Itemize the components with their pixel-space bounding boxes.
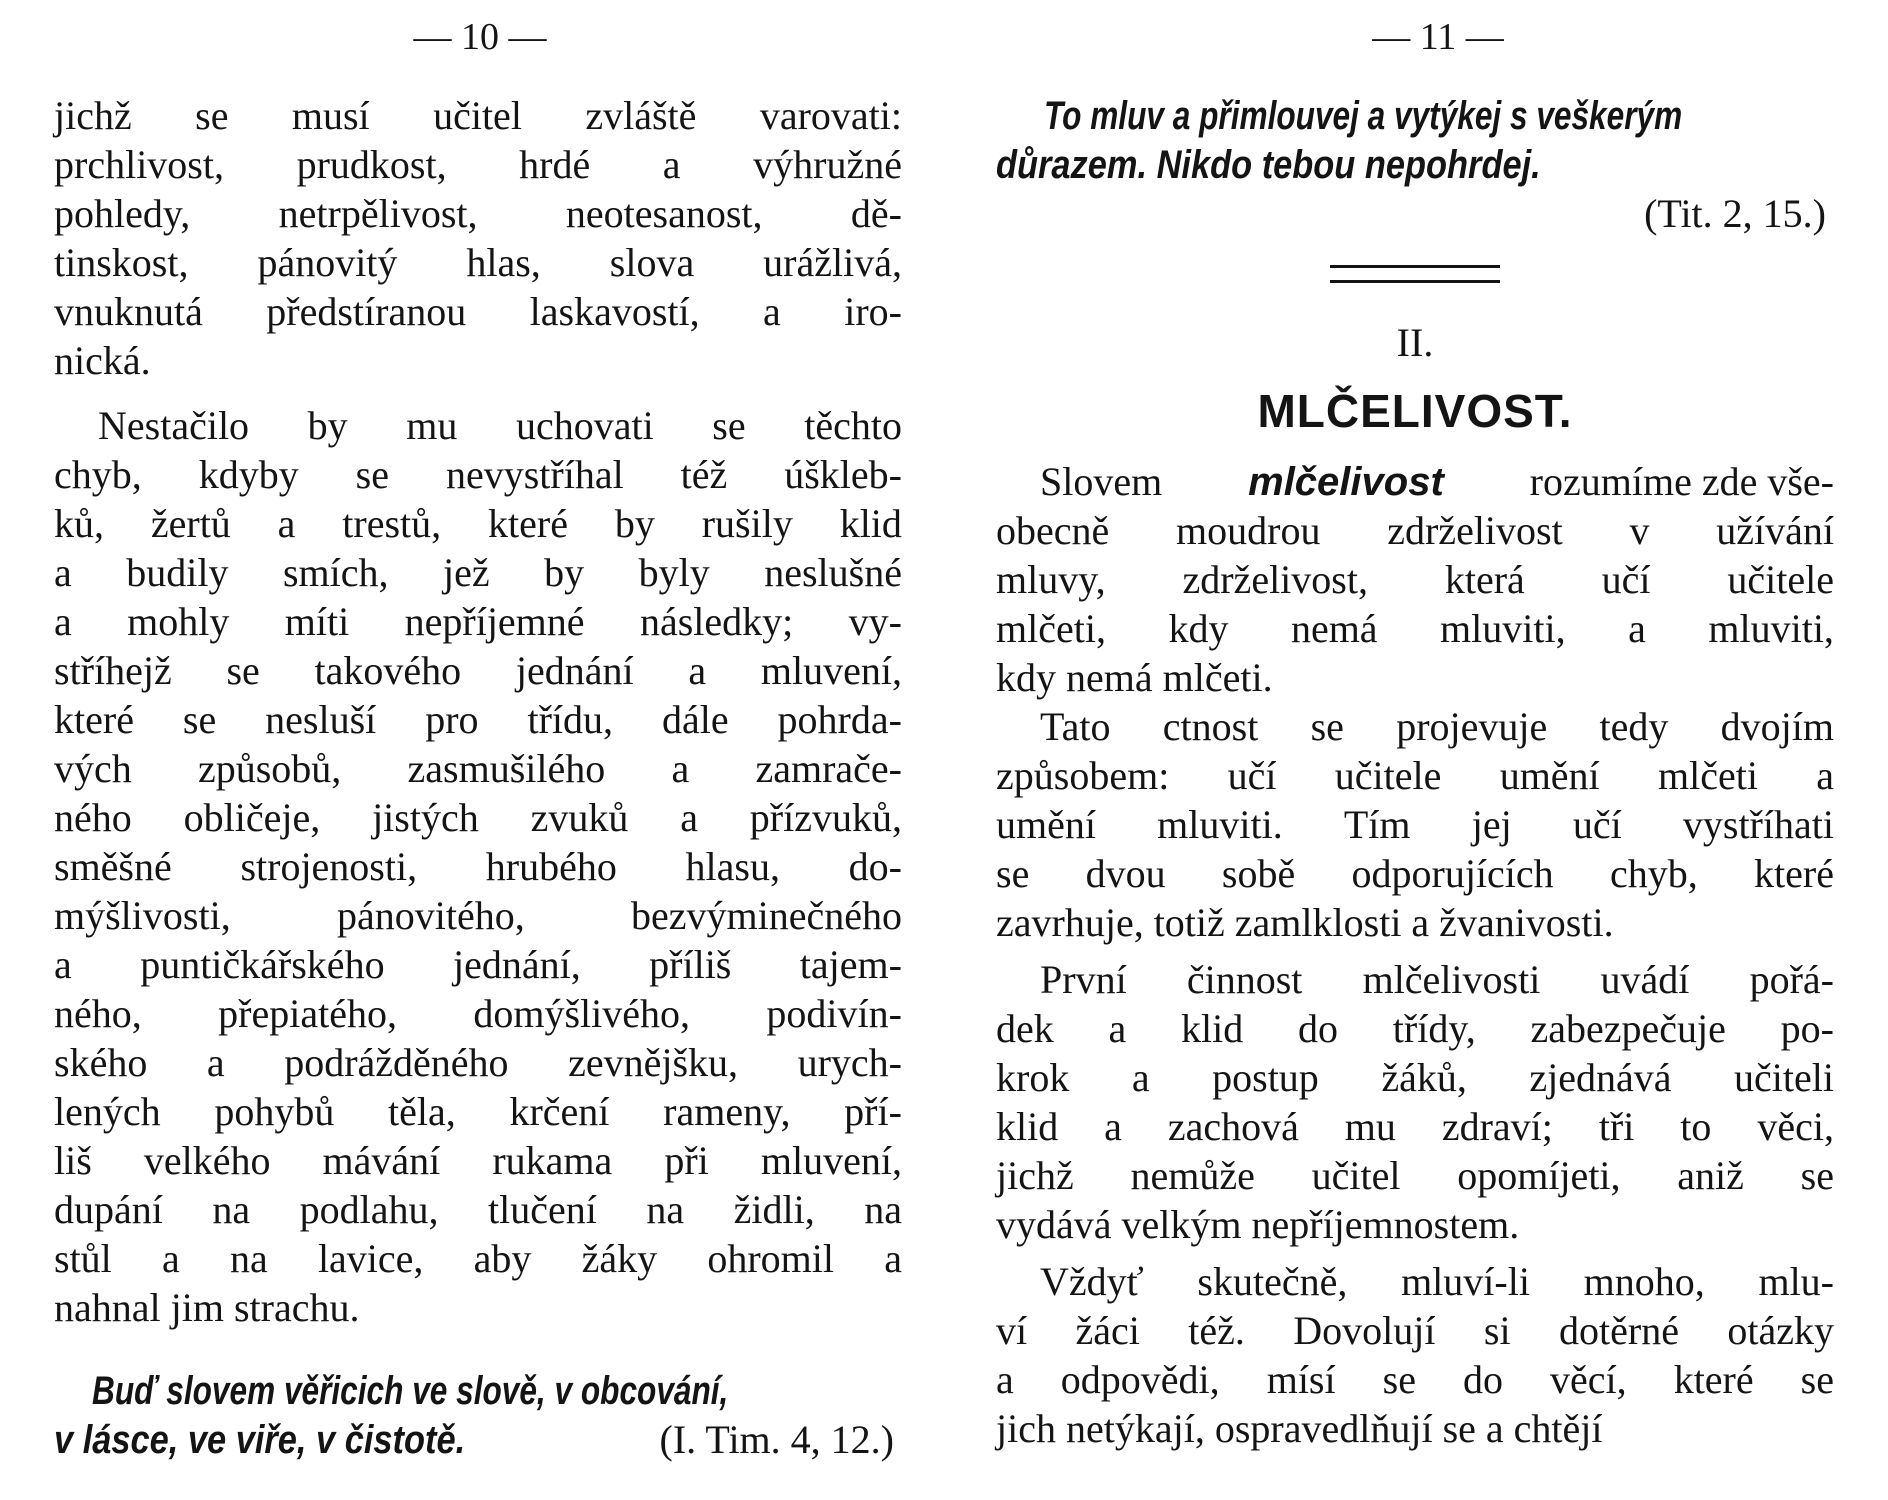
text-line: stůl a na lavice, aby žáky ohromil a <box>54 1236 902 1281</box>
paragraph <box>996 957 1834 1254</box>
quote-reference: (Tit. 2, 15.) <box>1644 191 1826 236</box>
text-line: pohledy, netrpělivost, neotesanost, dě- <box>54 191 902 236</box>
text-line: Tato ctnost se projevuje tedy dvojím <box>1040 704 1834 749</box>
text-line: jichž se musí učitel zvláště varovati: <box>54 93 902 138</box>
page-number-right: — 11 — <box>1372 16 1504 58</box>
text-line: stříhejž se takového jednání a mluvení, <box>54 648 902 693</box>
text-line: nická. <box>54 338 151 383</box>
text-line: vydává velkým nepříjemnostem. <box>996 1202 1520 1247</box>
chapter-title: MLČELIVOST. <box>1257 385 1573 437</box>
text-line: První činnost mlčelivosti uvádí pořá- <box>1040 957 1834 1002</box>
text-line <box>996 459 1834 511</box>
double-rule-divider <box>1330 265 1500 283</box>
text-line: Vždyť skutečně, mluví-li mnoho, mlu- <box>1040 1259 1834 1304</box>
text-line: umění mluviti. Tím jej učí vystříhati <box>996 802 1834 847</box>
text-line: ného, přepiatého, domýšlivého, podivín- <box>54 991 902 1036</box>
text-line: lených pohybů těla, krčení rameny, pří- <box>54 1089 902 1134</box>
paragraph <box>54 93 902 390</box>
quote-line <box>996 145 1834 194</box>
paragraph <box>996 508 1834 707</box>
text-line: mlčeti, kdy nemá mluviti, a mluviti, <box>996 606 1834 651</box>
quote-text: Buď slovem věřicich ve slově, v obcování, <box>92 1369 729 1413</box>
text-line: chyb, kdyby se nevystříhal též úškleb- <box>54 452 902 497</box>
quote-line <box>54 1417 902 1469</box>
text-line: způsobem: učí učitele umění mlčeti a <box>996 753 1834 798</box>
chapter-number: II. <box>1396 320 1434 365</box>
text-line: ků, žertů a trestů, které by rušily klid <box>54 501 902 546</box>
text-line: krok a postup žáků, zjednává učiteli <box>996 1055 1834 1100</box>
text-line: vnuknutá předstíranou laskavostí, a iro- <box>54 289 902 334</box>
text-line: které se nesluší pro třídu, dále pohrda- <box>54 697 902 742</box>
text-line: a odpovědi, mísí se do věcí, které se <box>996 1357 1834 1402</box>
text-line: klid a zachová mu zdraví; tři to věci, <box>996 1104 1834 1149</box>
text-line: mluvy, zdrželivost, která učí učitele <box>996 557 1834 602</box>
quote-text: v lásce, ve viře, v čistotě. <box>54 1418 466 1462</box>
right-page <box>996 96 1834 1458</box>
paragraph <box>996 704 1834 952</box>
paragraph <box>54 403 902 1337</box>
text-line: vých způsobů, zasmušilého a zamrače- <box>54 746 902 791</box>
page-number-left: — 10 — <box>413 16 547 58</box>
text-line: prchlivost, prudkost, hrdé a výhružné <box>54 142 902 187</box>
text-line: zavrhuje, totiž zamlklosti a žvanivosti. <box>996 900 1614 945</box>
quote-reference: (I. Tim. 4, 12.) <box>659 1417 894 1462</box>
text-line: kdy nemá mlčeti. <box>996 655 1273 700</box>
text-line: jichž nemůže učitel opomíjeti, aniž se <box>996 1153 1834 1198</box>
text-line: dek a klid do třídy, zabezpečuje po- <box>996 1006 1834 1051</box>
text-line: směšné strojenosti, hrubého hlasu, do- <box>54 844 902 889</box>
text-line: ného obličeje, jistých zvuků a přízvuků, <box>54 795 902 840</box>
text-line: obecně moudrou zdrželivost v užívání <box>996 508 1834 553</box>
text-line: jich netýkají, ospravedlňují se a chtějí <box>996 1406 1603 1451</box>
left-page <box>54 93 902 1469</box>
text-line: mýšlivosti, pánovitého, bezvýminečného <box>54 893 902 938</box>
quote-text: důrazem. Nikdo tebou nepohrdej. <box>996 143 1541 187</box>
text-line: a budily smích, jež by byly neslušné <box>54 550 902 595</box>
text-line: Nestačilo by mu uchovati se těchto <box>98 403 902 448</box>
text-line: nahnal jim strachu. <box>54 1285 360 1330</box>
quote-line <box>996 96 1834 145</box>
text-line: liš velkého mávání rukama při mluvení, <box>54 1138 902 1183</box>
text-line: ského a podrážděného zevnějšku, urych- <box>54 1040 902 1085</box>
quote-line <box>54 1371 902 1420</box>
text-line: a mohly míti nepříjemné následky; vy- <box>54 599 902 644</box>
text-line: dupání na podlahu, tlučení na židli, na <box>54 1187 902 1232</box>
text-line: a puntičkářského jednání, příliš tajem- <box>54 942 902 987</box>
text-line: ví žáci též. Dovolují si dotěrné otázky <box>996 1308 1834 1353</box>
text-line: se dvou sobě odporujících chyb, které <box>996 851 1834 896</box>
paragraph <box>996 1259 1834 1458</box>
quote-text: To mluv a přimlouvej a vytýkej s veškerým <box>1044 94 1683 138</box>
text-word: Slovem <box>1040 459 1163 504</box>
text-fragment: rozumíme zde vše- <box>1529 459 1834 504</box>
text-line: tinskost, pánovitý hlas, slova urážlivá, <box>54 240 902 285</box>
emphasized-term: mlčelivost <box>1248 460 1444 504</box>
